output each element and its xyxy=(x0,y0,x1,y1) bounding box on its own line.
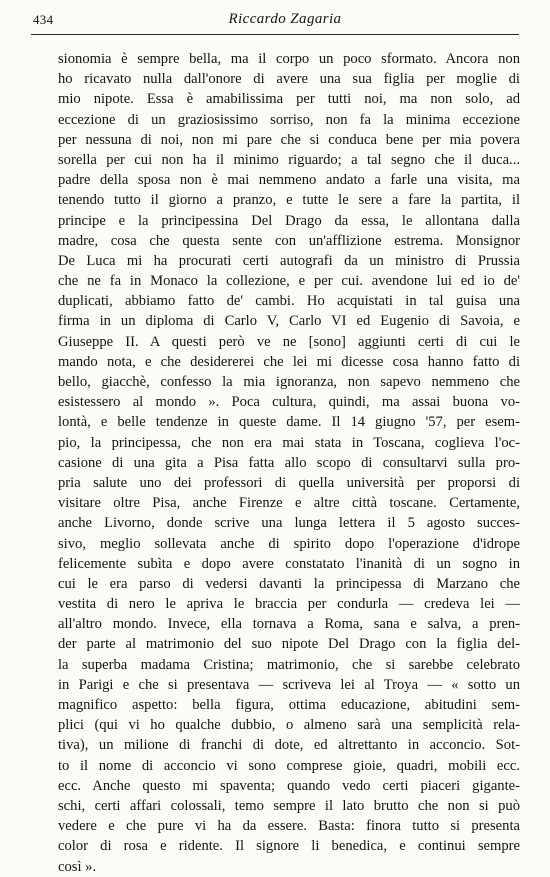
text-line: firma in un diploma di Carlo V, Carlo VI ed Eugenio di Savoia, e xyxy=(58,313,520,330)
text-line: plici (qui vi ho qualche dubbio, o almeno sarà una semplicità rela- xyxy=(58,717,520,734)
text-line: così ». xyxy=(58,858,97,875)
page-header xyxy=(0,0,550,32)
text-line: esistessero al mondo ». Poca cultura, quindi, ma assai buona vo- xyxy=(58,394,520,411)
text-line: principe e la principessina Del Drago da essa, le allontana dalla xyxy=(58,212,520,229)
running-head: Riccardo Zagaria xyxy=(228,11,342,27)
text-line: per nessuna di noi, non mi pare che si conduca bene per mia povera xyxy=(58,131,520,148)
text-line: Giuseppe II. A questi però ve ne [sono] aggiunti certi di cui le xyxy=(58,333,520,350)
text-line: De Luca mi ha procurati certi autografi da un ministro di Prussia xyxy=(58,252,520,269)
text-line: schi, certi affari colossali, temo sempre il lato brutto che non si può xyxy=(58,797,520,814)
text-line: bello, giacchè, confesso la mia ignoranza, non sapevo nemmeno che xyxy=(58,374,520,390)
text-line: all'altro mondo. Invece, ella tornava a Roma, sana e salva, a pren- xyxy=(58,616,520,633)
text-line: che ne fa in Monaco la collezione, e per cui. avendone lui ed io de' xyxy=(58,273,520,290)
text-line: pio, la principessa, che non era mai stata in Toscana, coglieva l'oc- xyxy=(58,434,520,451)
text-line: to il nome di acconcio vi sono comprese gioie, quadri, mobili ecc. xyxy=(58,757,520,774)
text-line: sivo, meglio sollevata anche di spirito dopo l'operazione d'idrope xyxy=(58,535,520,552)
text-line: magnifico aspetto: bella figura, ottima educazione, abitudini sem- xyxy=(58,697,520,713)
text-line: duplicati, abbiamo fatto de' cambi. Ho acquistati in tal guisa una xyxy=(58,293,520,310)
text-line: vedere e che pure vi ha da essere. Basta: finora tutto si presenta xyxy=(58,818,520,835)
text-line: der parte al matrimonio del suo nipote Del Drago con la figlia del- xyxy=(58,636,520,653)
text-line: visitare oltre Pisa, anche Firenze e altre città toscane. Certamente, xyxy=(58,495,520,512)
text-line: sorella per cui non ha il minimo riguardo; a tal segno che il duca... xyxy=(58,151,520,168)
page-number: 434 xyxy=(33,12,54,27)
body-text xyxy=(58,49,520,877)
text-line: eccezione di un graziosissimo sorriso, non fa la minima eccezione xyxy=(58,111,520,128)
text-line: madre, cosa che questa sente con un'afflizione estrema. Monsignor xyxy=(58,232,520,249)
text-line: color di rosa e ridente. Il signore li benedica, e continui sempre xyxy=(58,838,520,855)
text-line: mio nipote. Essa è amabilissima per tutti noi, ma non solo, ad xyxy=(58,91,520,108)
text-line: pria salute uno dei professori di quella università per proporsi di xyxy=(58,474,520,491)
text-line: anche Livorno, donde scrive una lunga lettera il 5 agosto succes- xyxy=(58,515,520,532)
text-line: cui le era parso di vedersi davanti la principessa di Marzano che xyxy=(58,575,520,592)
text-line: tiva), un milione di franchi di dote, ed altrettanto in acconcio. Sot- xyxy=(58,737,520,754)
text-line: tenendo tutto il giorno a pranzo, e tutte le sere a fare la partita, il xyxy=(58,192,520,209)
text-line: in Parigi e che si presentava — scriveva lei al Troya — « sotto un xyxy=(58,676,520,693)
text-line: ho ricavato nulla dall'onore di avere una sua figlia per moglie di xyxy=(58,71,520,88)
text-line: lontà, e belle tendenze in queste dame. Il 14 giugno '57, per esem- xyxy=(58,414,520,431)
text-line: vestita di nero le apriva le braccia per condurla — credeva lei — xyxy=(58,596,520,613)
text-line: ecc. Anche questo mi spaventa; quando vedo certi piaceri gigante- xyxy=(58,777,520,794)
header-rule xyxy=(31,34,519,35)
text-line: mando nota, e che desidererei che lei mi dicesse cosa hanno fatto di xyxy=(58,353,520,370)
text-line: la superba madama Cristina; matrimonio, che si sarebbe celebrato xyxy=(58,656,520,673)
text-line: casione di una gita a Pisa fatta allo scopo di consultarvi sulla pro- xyxy=(58,454,520,471)
text-line: felicemente subìta e dopo avere constatato l'inanità di un sogno in xyxy=(58,555,520,572)
text-line: sionomia è sempre bella, ma il corpo un poco sformato. Ancora non xyxy=(58,51,520,67)
text-line: padre della sposa non è mai nemmeno andato a farle una visita, ma xyxy=(58,172,520,189)
